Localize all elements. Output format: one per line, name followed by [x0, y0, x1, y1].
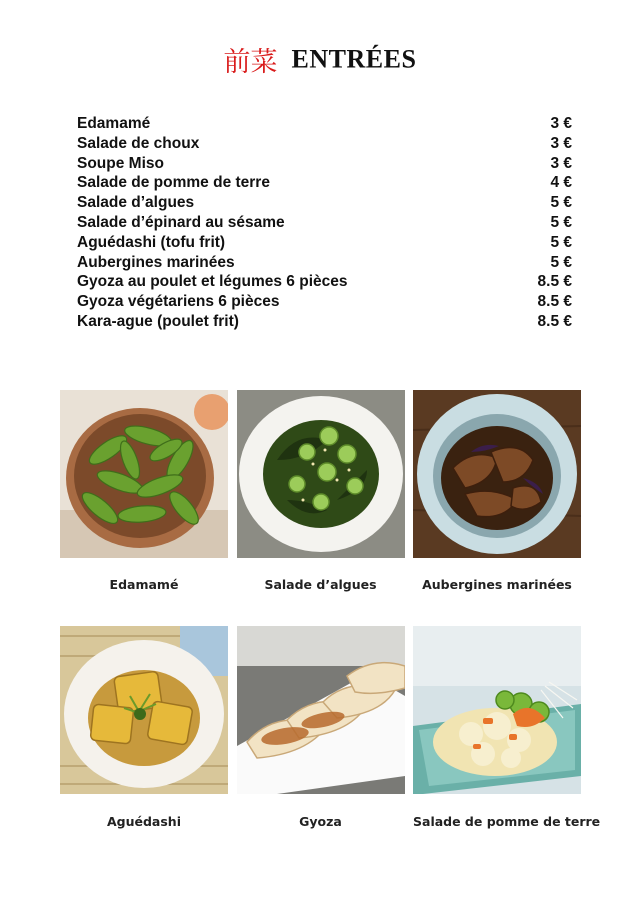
- dish-card: [413, 390, 581, 592]
- photo-gallery-top: [60, 390, 581, 592]
- dish-caption: Gyoza: [299, 814, 342, 829]
- dish-caption: Aguédashi: [106, 814, 181, 829]
- menu-item-price: 5 €: [550, 253, 572, 271]
- menu-item-name: Soupe Miso: [77, 154, 164, 172]
- menu-item-name: Salade d’algues: [77, 194, 195, 212]
- menu-item: [77, 213, 572, 233]
- menu-item: [77, 193, 572, 213]
- menu-item-name: Aubergines marinées: [77, 253, 235, 271]
- menu-item-price: 3 €: [550, 115, 572, 132]
- menu-item-name: Kara-ague (poulet frit): [77, 312, 239, 330]
- marinated-eggplant-photo: [413, 390, 581, 558]
- menu-item-name: Salade de choux: [77, 134, 200, 152]
- menu-item-name: Gyoza au poulet et légumes 6 pièces: [77, 273, 348, 291]
- title-french: ENTRÉES: [291, 44, 417, 74]
- dish-caption: Edamamé: [109, 577, 179, 592]
- menu-item-name: Salade d’épinard au sésame: [77, 213, 285, 231]
- photo-gallery-bottom: [60, 626, 601, 829]
- menu-item-price: 5 €: [550, 233, 572, 251]
- dish-card: [60, 626, 228, 829]
- menu-item: [77, 173, 572, 193]
- menu-item-price: 4 €: [550, 174, 572, 192]
- menu-item-name: Salade de pomme de terre: [77, 174, 270, 192]
- menu-item-price: 8.5 €: [537, 312, 572, 330]
- menu-item-price: 5 €: [550, 213, 572, 231]
- dish-card: [413, 626, 601, 829]
- dish-caption: Salade d’algues: [264, 577, 377, 592]
- menu-item: [77, 134, 572, 154]
- menu-item-price: 8.5 €: [537, 293, 572, 311]
- menu-item: [77, 292, 572, 312]
- edamame-photo: [60, 390, 228, 558]
- menu-item: [77, 154, 572, 174]
- title-japanese: 前菜: [223, 47, 278, 78]
- menu-item-name: Gyoza végétariens 6 pièces: [77, 293, 280, 311]
- menu-list: [77, 114, 572, 332]
- menu-item: [77, 233, 572, 253]
- menu-item: [77, 312, 572, 332]
- menu-item-price: 3 €: [550, 134, 572, 152]
- dish-caption: Aubergines marinées: [422, 577, 572, 592]
- dish-card: [237, 626, 405, 829]
- menu-item-name: Edamamé: [77, 115, 151, 132]
- gyoza-photo: [237, 626, 405, 794]
- menu-item-price: 8.5 €: [537, 273, 572, 291]
- menu-item: [77, 114, 572, 134]
- page-title: [0, 40, 640, 79]
- menu-item: [77, 253, 572, 273]
- dish-card: [60, 390, 228, 592]
- menu-item-name: Aguédashi (tofu frit): [77, 233, 226, 251]
- menu-item-price: 3 €: [550, 154, 572, 172]
- menu-item-price: 5 €: [550, 194, 572, 212]
- dish-caption: Salade de pomme de terre: [413, 814, 601, 829]
- dish-card: [237, 390, 405, 592]
- seaweed-salad-photo: [237, 390, 405, 558]
- agedashi-photo: [60, 626, 228, 794]
- menu-item: [77, 272, 572, 292]
- potato-salad-photo: [413, 626, 581, 794]
